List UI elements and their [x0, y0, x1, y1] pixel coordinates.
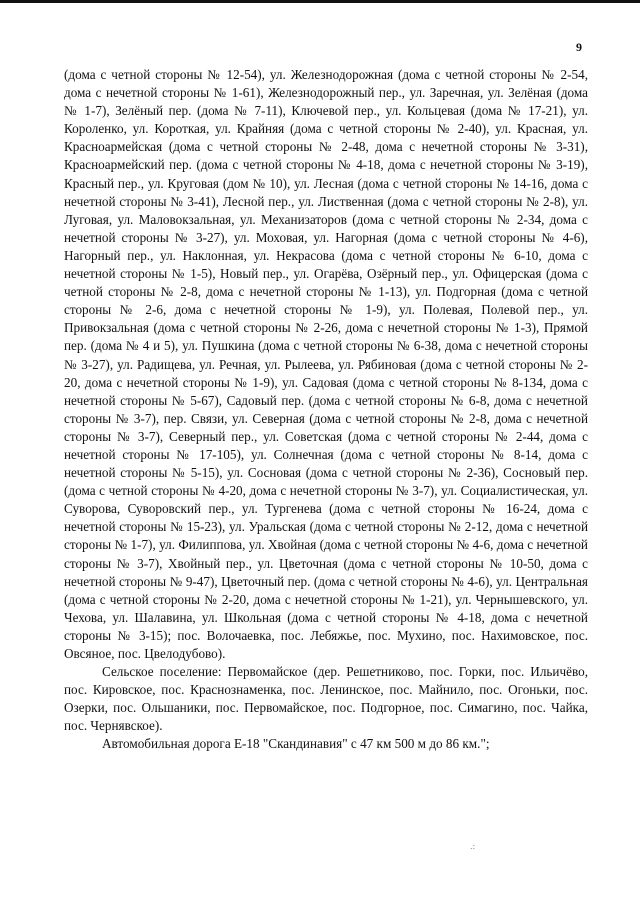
paragraph-rural-settlement: Сельское поселение: Первомайское (дер. Решетниково, пос. Горки, пос. Ильичёво, пос. Кировское, пос. Краснознаменка, пос. Ленинское, пос. Майнило, пос. Огоньки, пос. Озерки, пос. Ольшаники, пос. Первомайское, пос. Подгорное, пос. Симагино, пос. Чайка, пос. Чернявское). — [64, 664, 588, 734]
paragraph-highway: Автомобильная дорога Е-18 "Скандинавия" с 47 км 500 м до 86 км."; — [102, 736, 490, 752]
paragraph-street-list: (дома с четной стороны № 12-54), ул. Железнодорожная (дома с четной стороны № 2-54, дома с нечетной стороны № 1-61), Железнодорожный пер., ул. Заречная, ул. Зелёная (дома № 1-7), Зелёный пер. (дома № 7-11), Ключевой пер., ул. Кольцевая (дома № 17-21), ул. Короленко, ул. Короткая, ул. Крайняя (дома с четной стороны № 2-40), ул. Красная, ул. Красноармейская (дома с четной стороны № 2-48, дома с нечетной стороны № 3-31), Красноармейский пер. (дома с четной стороны № 4-18, дома с нечетной стороны № 3-19), Красный пер., ул. Круговая (дом № 10), ул. Лесная (дома с четной стороны № 14-16, дома с нечетной стороны № 3-41), Лесной пер., ул. Лиственная (дома с четной стороны № 2-8), ул. Луговая, ул. Маловокзальная, ул. Механизаторов (дома с четной стороны № 2-34, дома с нечетной стороны № 3-27), ул. Моховая, ул. Нагорная (дома с четной стороны № 4-6), Нагорный пер., ул. Наклонная, ул. Некрасова (дома с четной стороны № 6-10, дома с нечетной стороны № 1-5), Новый пер., ул. Огарёва, Озёрный пер., ул. Офицерская (дома с четной стороны № 2-8, дома с нечетной стороны № 1-13), ул. Подгорная (дома с четной стороны № 2-6, дома с нечетной стороны № 1-9), ул. Полевая, Полевой пер., ул. Привокзальная (дома с четной стороны № 2-26, дома с нечетной стороны № 1-3), Прямой пер. (дома № 4 и 5), ул. Пушкина (дома с четной стороны № 6-38, дома с нечетной стороны № 3-27), ул. Радищева, ул. Речная, ул. Рылеева, ул. Рябиновая (дома с четной стороны № 2-20, дома с нечетной стороны № 1-9), ул. Садовая (дома с четной стороны № 8-134, дома с нечетной стороны № 5-67), Садовый пер. (дома с четной стороны № 6-8, дома с нечетной стороны № 3-7), пер. Связи, ул. Северная (дома с четной стороны № 2-8, дома с нечетной стороны № 3-7), Северный пер., ул. Советская (дома с четной стороны № 2-44, дома с нечетной стороны № 17-105), ул. Солнечная (дома с четной стороны № 8-14, дома с нечетной стороны № 5-15), ул. Сосновая (дома с четной стороны № 2-36), Сосновый пер. (дома с четной стороны № 4-20, дома с нечетной стороны № 3-7), ул. Социалистическая, ул. Суворова, Суворовский пер., ул. Тургенева (дома с четной стороны № 16-24, дома с нечетной стороны № 15-23), ул. Уральская (дома с четной стороны № 2-12, дома с нечетной стороны № 1-7), ул. Филиппова, ул. Хвойная (дома с четной стороны № 4-6, дома с нечетной стороны № 3-7), Хвойный пер., ул. Цветочная (дома с четной стороны № 10-50, дома с нечетной стороны № 9-47), Цветочный пер. (дома с четной стороны № 4-6), ул. Центральная (дома с четной стороны № 2-20, дома с нечетной стороны № 1-21), ул. Чернышевского, ул. Чехова, ул. Шалавина, ул. Школьная (дома с четной стороны № 4-18, дома с нечетной стороны № 3-15); пос. Волочаевка, пос. Лебяжье, пос. Мухино, пос. Нахимовское, пос. Овсяное, пос. Цвелодубово). — [64, 67, 588, 661]
document-body — [64, 66, 588, 754]
scan-artifact-mark: .: — [470, 842, 476, 851]
page-number: 9 — [576, 40, 582, 54]
top-border-line — [0, 0, 640, 3]
